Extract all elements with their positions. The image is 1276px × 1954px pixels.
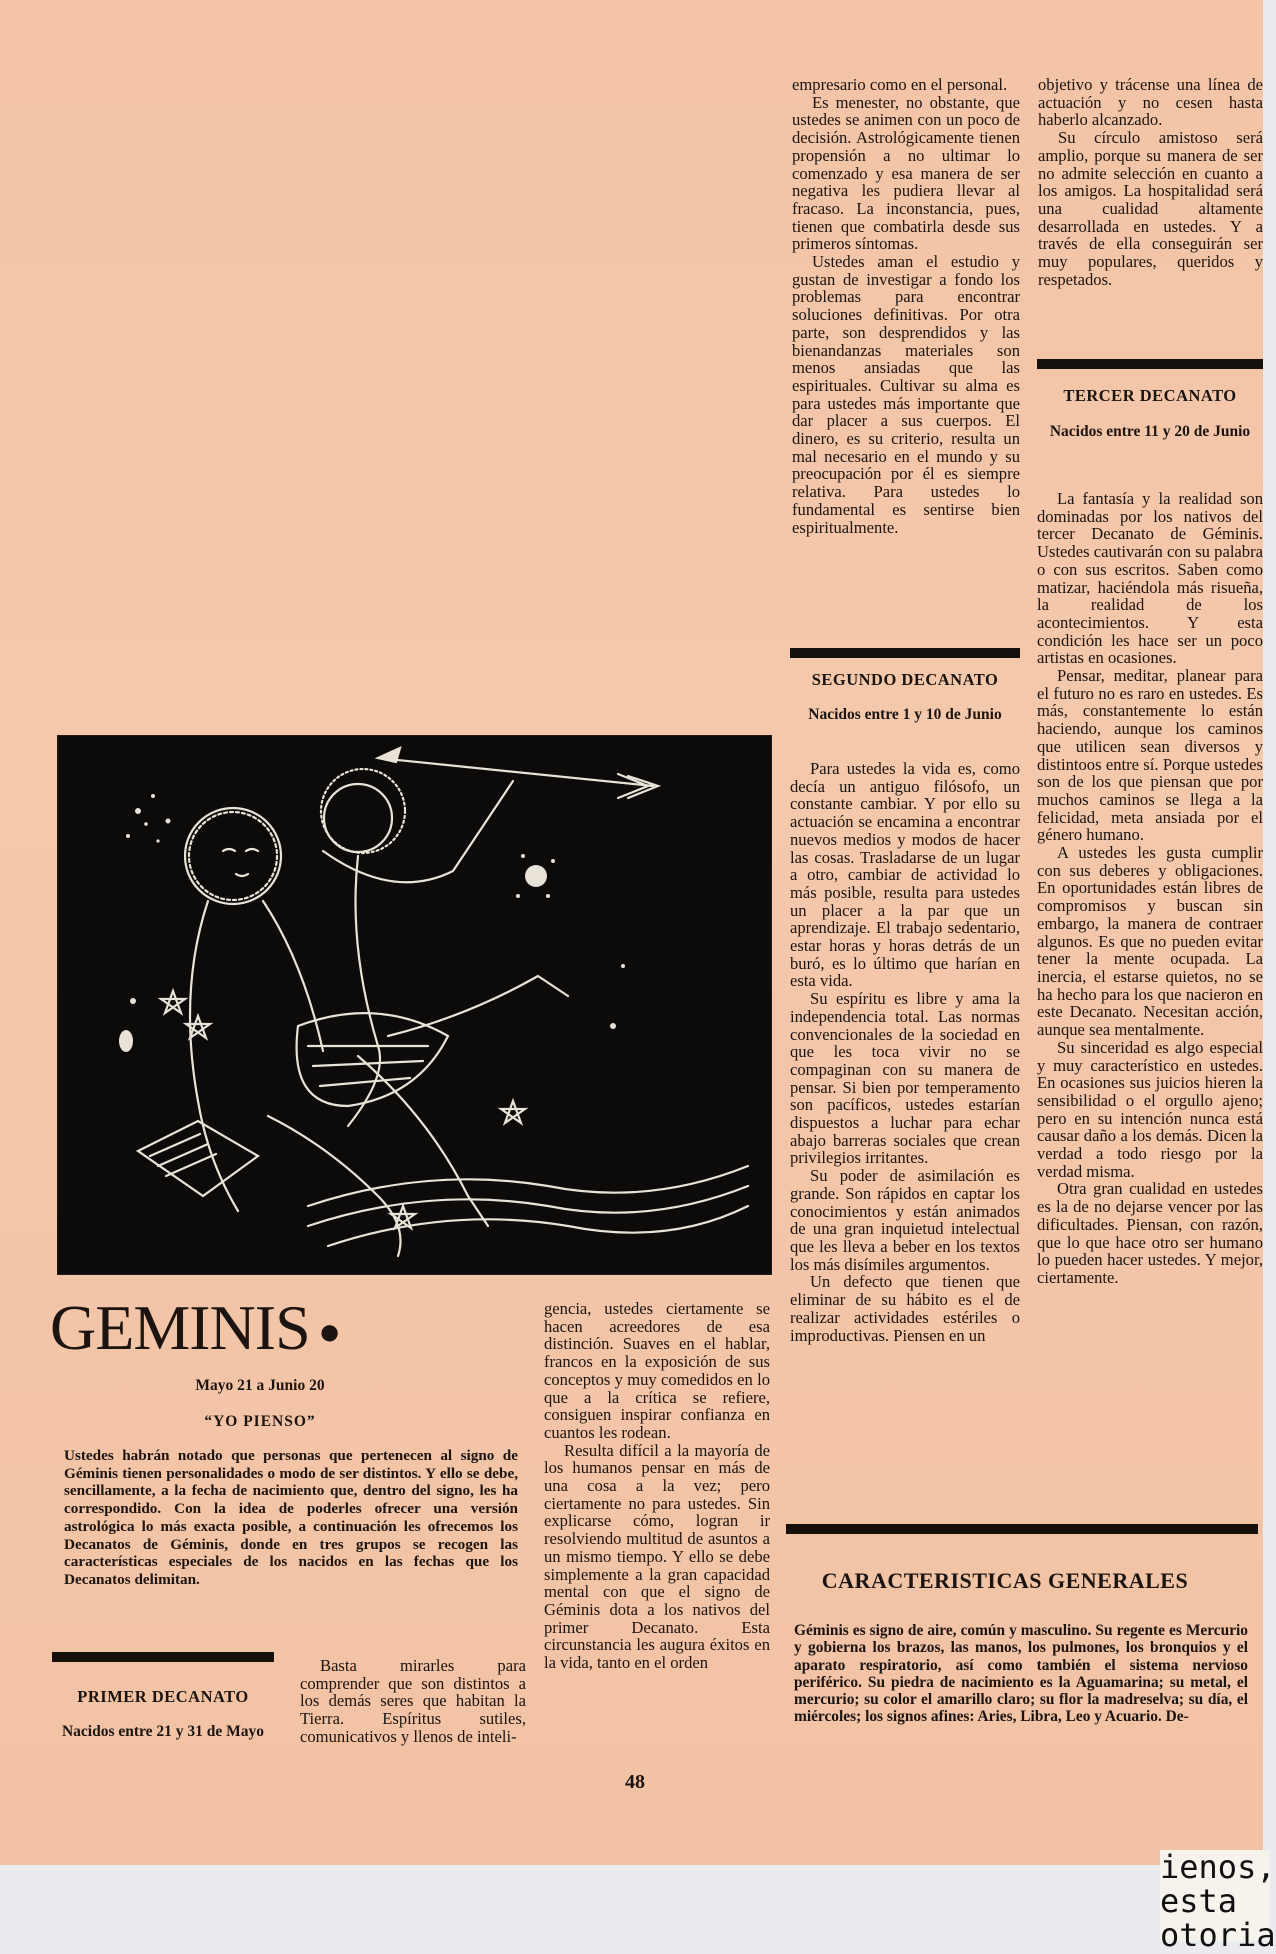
paragraph: La fantasía y la realidad son dominadas por los nativos del tercer Decanato de Géminis. Ustedes cautivarán con su palabra o con sus escritos. Saben como matizar, haciéndola más risueña, la realidad de los acontecimientos. Y esta condición les hace ser un poco artistas en ocasiones. [1037,489,1263,668]
primer-column-2 [544,1300,770,1672]
paragraph: Su poder de asimilación es grande. Son rápidos en captar los conocimientos y están animados de una gran inquietud intelectual que les lleva a beber en los textos los más disímiles argumentos. [790,1166,1020,1274]
paragraph: objetivo y trácense una línea de actuación y no cesen hasta haberlo alcanzado. [1038,75,1263,130]
page-number: 48 [625,1771,645,1793]
paragraph: Basta mirarles para comprender que son distintos a los demás seres que habitan la Tierra. Espíritus sutiles, comunicativos y llenos de inteli- [300,1656,526,1746]
fragment-line: ienos, [1160,1848,1276,1886]
segundo-column-continued [1038,76,1263,288]
sign-title-text: GEMINIS [50,1292,310,1363]
segundo-column [790,760,1020,1344]
paragraph: A ustedes les gusta cumplir con sus deberes y obligaciones. En oportunidades están libres de compromisos y buscan sin embargo, la manera de contraer algunos. Es que no pueden evitar tener la mente ocupada. La inercia, el estarse quietos, no se ha hecho para los que nacieron en este Decanato. Necesitan acción, aunque sea mentalmente. [1037,843,1263,1040]
paragraph: Su sinceridad es algo especial y muy característico en ustedes. En ocasiones sus juicios hieren la sensibilidad o el orgullo ajeno; pero en su intención nunca está causar daño a los demás. Dicen la verdad a todo riesgo por la verdad misma. [1037,1037,1263,1181]
title-bullet: ● [309,1311,341,1353]
paragraph: Es menester, no obstante, que ustedes se animen con un poco de decisión. Astrológicamente tienen propensión a no ultimar lo comenzado y esa manera de ser negativa les pudiera llevar al fracaso. La inconstancia, pues, tienen que combatirla desde sus primeros síntomas. [792,92,1020,254]
tercer-column [1037,490,1263,1287]
sign-title [50,1293,340,1363]
fragment-line: otoria [1160,1916,1276,1954]
intro-paragraph: Ustedes habrán notado que personas que pertenecen al signo de Géminis tienen personalidades o modo de ser distintos. Y ello se debe, sencillamente, a la fecha de nacimiento que, dentro del signo, les ha correspondido. Con la idea de poderles ofrecer una versión astrológica lo más exacta posible, a continuación les ofrecemos los Decanatos de Géminis, donde en tres grupos se recogen las características especiales de los nacidos en las fechas que los Decanatos delimitan. [64,1447,518,1588]
sign-motto: “YO PIENSO” [204,1413,316,1430]
tercer-subheading: Nacidos entre 11 y 20 de Junio [1049,423,1251,440]
paragraph: Pensar, meditar, planear para el futuro no es raro en ustedes. Es más, constantemente lo están haciendo, aunque los caminos que utilicen sean diversos y distintoos entre sí. Porque ustedes son de los que piensan que por muchos caminos se llega a la felicidad, meta ansiada por el género humano. [1037,666,1263,845]
paragraph: Su espíritu es libre y ama la independencia total. Las normas convencionales de la sociedad en que les toca vivir no se compaginan con su manera de pensar. Si bien por temperamento son pacíficos, ustedes estarían dispuestos a luchar para echar abajo barreras sociales que crean privilegios irritantes. [790,989,1020,1168]
section-rule [1037,359,1263,369]
paragraph: Para ustedes la vida es, como decía un antiguo filósofo, un constante cambiar. Y por ello su actuación se encamina a encontrar nuevos medios y modos de hacer las cosas. Trasladarse de un lugar a otro, cambiar de actividad lo más posible, resulta para ustedes un placer a la par que un aprendizaje. El trabajo sedentario, estar horas y horas detrás de un buró, es lo último que harían en esta vida. [790,759,1020,991]
segundo-heading: SEGUNDO DECANATO [811,670,999,689]
sign-dates: Mayo 21 a Junio 20 [195,1377,325,1394]
caracteristicas-text: Géminis es signo de aire, común y masculino. Su regente es Mercurio y gobierna los brazos, las manos, los pulmones, los bronquios y el aparato respiratorio, así como también el sistema nervioso periférico. Su piedra de nacimiento es la Aguamarina; su metal, el mercurio; su color el amarillo claro; su flor la madreselva; su día, el miércoles; los signos afines: Aries, Libra, Leo y Acuario. De- [794,1622,1248,1726]
primer-heading: PRIMER DECANATO [77,1687,249,1706]
gemini-twins-drawing [58,736,771,1274]
caracteristicas-heading: CARACTERISTICAS GENERALES [821,1568,1189,1593]
paragraph: Resulta difícil a la mayoría de los humanos pensar en más de una cosa a la vez; pero ciertamente no para ustedes. Sin explicarse cómo, logran ir resolviendo multitud de asuntos a un mismo tiempo. Y ello se debe simplemente a la gran capacidad mental con que el signo de Géminis dota a los nativos del primer Decanato. Esta circunstancia les augura éxitos en la vida, tanto en el orden [544,1440,770,1673]
primer-column-1 [300,1657,526,1746]
segundo-subheading: Nacidos entre 1 y 10 de Junio [808,706,1002,723]
primer-column-3 [792,76,1020,536]
paragraph: Ustedes aman el estudio y gustan de investigar a fondo los problemas para encontrar soluciones definitivas. Por otra parte, son desprendidos y las bienandanzas materiales son menos ansiadas que las espirituales. Cultivar su alma es para ustedes más importante que dar placer a sus cuerpos. El dinero, es su criterio, resulta un mal necesario en el mundo y su preocupación por él es siempre relativa. Para ustedes lo fundamental es sentirse bien espiritualmente. [792,252,1020,537]
paragraph: empresario como en el personal. [792,75,1008,94]
paragraph: Otra gran cualidad en ustedes es la de no dejarse vencer por las dificultades. Piensan, con razón, que lo que hace otro ser humano lo pueden hacer ustedes. Y mejor, ciertamente. [1037,1179,1263,1287]
paragraph: Un defecto que tienen que eliminar de su hábito es el de realizar actividades estériles o improductivas. Piensen en un [790,1272,1020,1345]
primer-subheading: Nacidos entre 21 y 31 de Mayo [61,1723,265,1740]
paragraph: gencia, ustedes ciertamente se hacen acreedores de esa distinción. Suaves en el hablar, francos en la exposición de sus conceptos y muy comedidos en lo que a la crítica se refiere, consiguen inspirar confianza en cuantos les rodean. [544,1299,770,1442]
section-rule [790,648,1020,658]
adjacent-page-fragment [1160,1848,1276,1954]
paragraph: Su círculo amistoso será amplio, porque su manera de ser no admite selección en cuanto a los amigos. La hospitalidad será una cualidad altamente desarrollada en ustedes. Y a través de ella conseguirán ser muy populares, queridos y respetados. [1038,128,1263,289]
section-rule [786,1524,1258,1534]
section-rule [52,1652,274,1662]
tercer-heading: TERCER DECANATO [1063,386,1237,405]
gemini-twins-illustration [57,735,772,1275]
fragment-line: esta [1160,1882,1238,1920]
